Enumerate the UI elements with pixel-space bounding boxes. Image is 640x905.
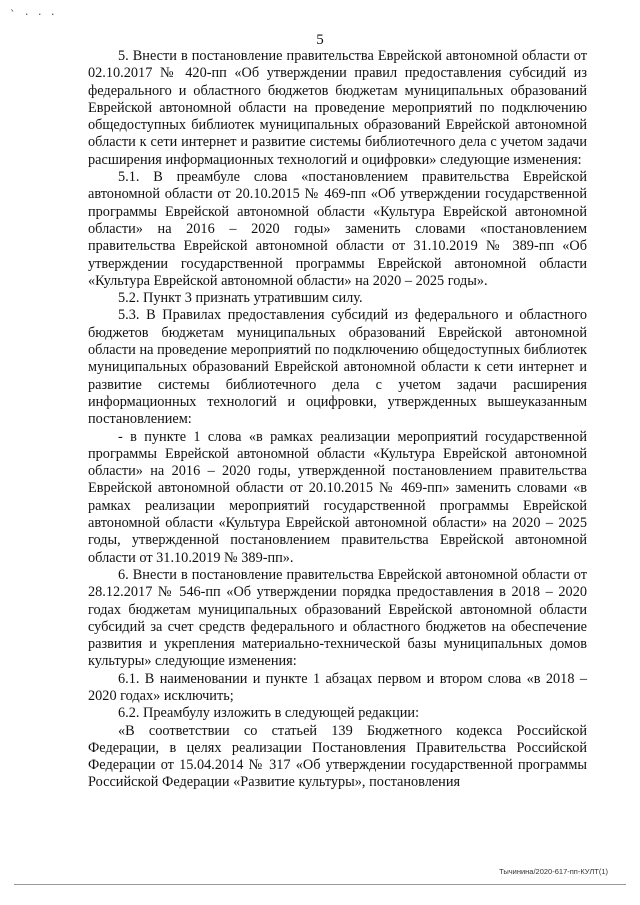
paragraph-6: 6. Внести в постановление правительства Еврейской автономной области от 28.12.2017 № 546-пп «Об утверждении порядка предоставления в 2018 – 2020 годах бюджетам муниципальных образований Еврейской автономной области субсидий за счет средств федерального и областного бюджетов на обеспечение развития и укрепления материально-технической базы муниципальных домов культуры» следующие изменения: [88, 566, 587, 670]
paragraph-5-3-item-1: - в пункте 1 слова «в рамках реализации мероприятий государственной программы Еврейской автономной области «Культура Еврейской автономной области» на 2016 – 2020 годы, утвержденной постановлением правительства Еврейской автономной области от 20.10.2015 № 469-пп» заменить словами «в рамках реализации мероприятий государственной программы Еврейской автономной области «Культура Еврейской автономной области» на 2020 – 2025 годы, утвержденной постановлением правительства Еврейской автономной области от 31.10.2019 № 389-пп». [88, 428, 587, 566]
document-body [88, 48, 587, 792]
scan-artifact-marks: ` · · · [10, 8, 58, 21]
paragraph-6-2-quote: «В соответствии со статьей 139 Бюджетного кодекса Российской Федерации, в целях реализации Постановления Правительства Российской Федерации от 15.04.2014 № 317 «Об утверждении государственной программы Российской Федерации «Развитие культуры», постановления [88, 722, 587, 791]
page-number: 5 [316, 32, 324, 48]
paragraph-5-1: 5.1. В преамбуле слова «постановлением правительства Еврейской автономной области от 20.10.2015 № 469-пп «Об утверждении государственной программы Еврейской автономной области «Культура Еврейской автономной области» на 2016 – 2020 годы» заменить словами «постановлением правительства Еврейской автономной области от 31.10.2019 № 389-пп «Об утверждении государственной программы Еврейской автономной области «Культура Еврейской автономной области» на 2020 – 2025 годы». [88, 169, 587, 289]
paragraph-5-2: 5.2. Пункт 3 признать утратившим силу. [118, 290, 363, 307]
paragraph-5: 5. Внести в постановление правительства Еврейской автономной области от 02.10.2017 № 420-пп «Об утверждении правил предоставления субсидий из федерального и областного бюджетов бюджетам муниципальных образований Еврейской автономной области на проведение мероприятий по подключению общедоступных библиотек муниципальных образований Еврейской автономной области к сети интернет и развитие системы библиотечного дела с учетом задачи расширения информационных технологий и оцифровки» следующие изменения: [88, 48, 587, 168]
paragraph-6-1: 6.1. В наименовании и пункте 1 абзацах первом и втором слова «в 2018 – 2020 годах» исключить; [88, 670, 587, 704]
bottom-divider [14, 884, 626, 885]
footer-document-code: Тычинина/2020-617-пп-КУЛТ(1) [499, 867, 608, 876]
paragraph-5-3: 5.3. В Правилах предоставления субсидий из федерального и областного бюджетов бюджетам муниципальных образований Еврейской автономной области на проведение мероприятий по подключению общедоступных библиотек муниципальных образований Еврейской автономной области к сети интернет и развитие системы библиотечного дела с учетом задачи расширения информационных технологий и оцифровки, утвержденных вышеуказанным постановлением: [88, 307, 587, 428]
paragraph-6-2: 6.2. Преамбулу изложить в следующей редакции: [118, 705, 420, 722]
